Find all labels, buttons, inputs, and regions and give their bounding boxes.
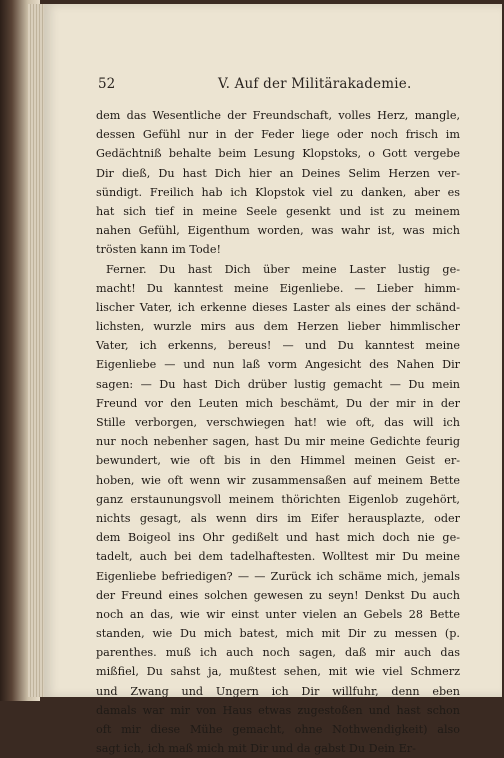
text-line: dessen Gefühl nur in der Feder liege oder noch frisch im: [96, 128, 460, 142]
text-line: trösten kann im Tode!: [96, 243, 221, 257]
text-line: mißfiel, Du sahst ja, mußtest sehen, mit wie viel Schmerz: [96, 665, 460, 679]
text-line: Vater, ich erkenns, bereus! — und Du kanntest meine: [96, 339, 460, 353]
text-line: nichts gesagt, als wenn dirs im Eifer herausplazte, oder: [96, 511, 460, 525]
text-line: dem Boigeol ins Ohr gedißelt und hast mich doch nie ge-: [96, 531, 460, 545]
text-line: sündigt. Freilich hab ich Klopstok viel zu danken, aber es: [96, 185, 460, 199]
text-line: ganz erstaunungsvoll meinem thörichten Eigenlob zugehört,: [96, 492, 460, 506]
text-line: und Zwang und Ungern ich Dir willfuhr, denn eben: [96, 684, 460, 698]
text-line: dem das Wesentliche der Freundschaft, volles Herz, mangle,: [96, 109, 460, 122]
text-line: Ferner. Du hast Dich über meine Laster lustig ge-: [106, 262, 460, 276]
text-line: damals war mir von Haus etwas zugestoßen und hast schon: [96, 703, 460, 717]
text-line: oft mir diese Mühe gemacht, ohne Nothwendigkeit) also: [96, 723, 460, 736]
text-line: sagen: — Du hast Dich drüber lustig gemacht — Du mein: [96, 377, 460, 391]
text-line: Dir dieß, Du hast Dich hier an Deines Selim Herzen ver-: [96, 166, 460, 180]
text-line: nahen Gefühl, Eigenthum worden, was wahr ist, was mich: [96, 224, 460, 238]
text-line: Eigenliebe befriedigen? — — Zurück ich schäme mich, jemals: [96, 569, 460, 583]
text-line: tadelt, auch bei dem tadelhaftesten. Wolltest mir Du meine: [96, 550, 460, 564]
text-line: bewundert, wie oft bis in den Himmel meinen Geist er-: [96, 454, 460, 468]
text-line: lischer Vater, ich erkenne dieses Laster als eines der schänd-: [96, 300, 460, 314]
text-line: noch an das, wie wir einst unter vielen an Gebels 28 Bette: [96, 607, 460, 621]
text-line: der Freund eines solchen gewesen zu seyn! Denkst Du auch: [96, 588, 460, 602]
text-line: parenthes. muß ich auch noch sagen, daß mir auch das: [96, 646, 460, 660]
running-title: V. Auf der Militärakademie.: [218, 76, 412, 92]
text-line: Freund vor den Leuten mich beschämt, Du der mir in der: [96, 396, 460, 410]
page-header: [98, 76, 448, 94]
text-line: hoben, wie oft wenn wir zusammensaßen auf meinem Bette: [96, 473, 460, 487]
text-line: hat sich tief in meine Seele gesenkt und ist zu meinem: [96, 204, 460, 218]
page-number: 52: [98, 76, 116, 92]
text-line: Stille verborgen, verschwiegen hat! wie oft, das will ich: [96, 416, 460, 429]
body-text: [96, 106, 460, 758]
text-line: Gedächtniß behalte beim Lesung Klopstoks, o Gott vergebe: [96, 147, 460, 161]
text-line: sagt ich, ich maß mich mit Dir und da gabst Du Dein Er-: [96, 742, 416, 756]
text-line: Eigenliebe — und nun laß vorm Angesicht des Nahen Dir: [96, 358, 460, 372]
text-line: macht! Du kanntest meine Eigenliebe. — Lieber himm-: [96, 281, 460, 295]
text-line: nur noch nebenher sagen, hast Du mir meine Gedichte feurig: [96, 435, 460, 449]
text-line: standen, wie Du mich batest, mich mit Dir zu messen (p.: [96, 627, 460, 641]
text-line: lichsten, wurzle mirs aus dem Herzen lieber himmlischer: [96, 320, 460, 334]
